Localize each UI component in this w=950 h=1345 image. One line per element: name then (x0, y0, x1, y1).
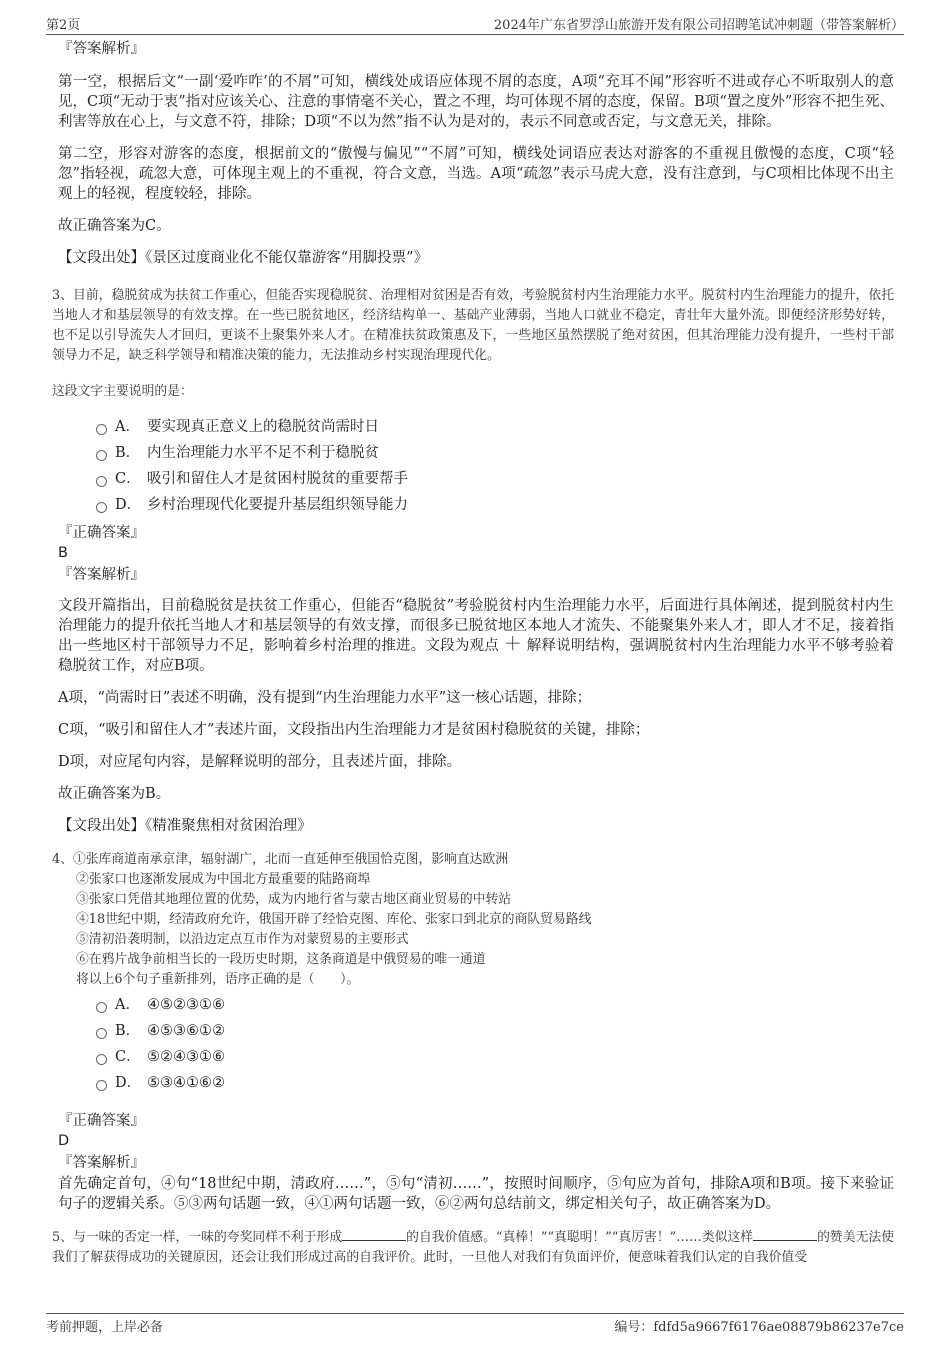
q3-answer: B (58, 545, 68, 561)
q2-analysis-p2: 第二空，形容对游客的态度，根据前文的“傲慢与偏见”“不屑”可知，横线处词语应表达对游客的不重视且傲慢的态度，C项“轻忽”指轻视，疏忽大意，可体现主观上的不重视，符合文意，当选。A项“疏忽”表示马虎大意，没有注意到，与C项相比体现不出主观上的轻视，程度较轻，排除。 (58, 146, 894, 202)
q4-stem-line-3: ③张家口凭借其地理位置的优势，成为内地行省与蒙古地区商业贸易的中转站 (76, 892, 512, 907)
q4-option-c[interactable]: C． ⑤②④③①⑥ (96, 1044, 894, 1070)
q4-option-a[interactable]: A． ④⑤②③①⑥ (96, 992, 894, 1018)
question-5 (52, 1228, 894, 1268)
q4-option-b[interactable]: B． ④⑤③⑥①② (96, 1018, 894, 1044)
page-footer (46, 1313, 904, 1335)
document-body (52, 38, 895, 1268)
footer-slogan: 考前押题，上岸必备 (46, 1320, 164, 1335)
q4-option-d[interactable]: D． ⑤③④①⑥② (96, 1070, 894, 1096)
q3-answer-label: 『正确答案』 (58, 525, 145, 541)
q3-analysis-a: A项，“尚需时日”表述不明确，没有提到“内生治理能力水平”这一核心话题，排除； (58, 690, 592, 706)
q3-source: 【文段出处】《精准聚焦相对贫困治理》 (58, 818, 312, 834)
document-title: 2024年广东省罗浮山旅游开发有限公司招聘笔试冲刺题（带答案解析） (493, 18, 904, 33)
q4-prompt: 将以上6个句子重新排列，语序正确的是（ ）。 (76, 972, 360, 987)
page-number: 第2页 (46, 18, 81, 33)
page-header (46, 14, 904, 35)
q2-conclusion: 故正确答案为C。 (58, 218, 171, 234)
q3-analysis-main: 文段开篇指出，目前稳脱贫是扶贫工作重心，但能否“稳脱贫”考验脱贫村内生治理能力水平，后面进行具体阐述，提到脱贫村内生治理能力的提升依托当地人才和基层领导的有效支撑，而很多已脱贫地区本地人才流失、不能聚集外来人才，即人才不足，接着指出一些地区村干部领导力不足，影响着乡村治理的推进。文段为观点 ＋ 解释说明结构，强调脱贫村内生治理能力水平不够考验着稳脱贫工作，对应B项。 (58, 598, 895, 674)
q2-source: 【文段出处】《景区过度商业化不能仅靠游客“用脚投票”》 (58, 250, 429, 266)
question-4 (52, 850, 894, 990)
q3-option-d[interactable]: D． 乡村治理现代化要提升基层组织领导能力 (96, 492, 894, 518)
radio-button[interactable] (96, 1080, 107, 1091)
q4-stem-line-4: ④18世纪中期，经清政府允许，俄国开辟了经恰克图、库伦、张家口到北京的商队贸易路线 (76, 912, 592, 927)
document-id: 编号：fdfd5a9667f6176ae08879b86237e7ce (614, 1320, 904, 1335)
q4-stem-line-1: 4、①张库商道南承京津，辐射湖广，北而一直延伸至俄国恰克图，影响直达欧洲 (52, 852, 509, 867)
q3-conclusion: 故正确答案为B。 (58, 786, 171, 802)
radio-button[interactable] (96, 502, 107, 513)
radio-button[interactable] (96, 1028, 107, 1039)
radio-button[interactable] (96, 1002, 107, 1013)
question-3 (52, 286, 894, 402)
q3-prompt: 这段文字主要说明的是： (52, 384, 193, 399)
radio-button[interactable] (96, 424, 107, 435)
radio-button[interactable] (96, 476, 107, 487)
q4-analysis-label: 『答案解析』 (58, 1155, 145, 1171)
q4-answer-label: 『正确答案』 (58, 1113, 145, 1129)
radio-button[interactable] (96, 1054, 107, 1065)
q5-stem: 5、与一味的否定一样，一味的夸奖同样不利于形成 的自我价值感。“真棒！”“真聪明！”“真厉害！”……类似这样 的赞美无法使我们了解获得成功的关键原因，还会让我们形成过高的自我评价。此时，一旦他人对我们有负面评价，便意味着我们认定的自我价值受 (52, 1230, 894, 1265)
q3-option-a[interactable]: A． 要实现真正意义上的稳脱贫尚需时日 (96, 414, 894, 440)
q3-analysis-d: D项，对应尾句内容，是解释说明的部分，且表述片面，排除。 (58, 754, 462, 770)
q4-answer: D (58, 1133, 70, 1149)
fill-blank-1 (342, 1228, 406, 1241)
q3-analysis-label: 『答案解析』 (58, 567, 145, 583)
q4-options (96, 992, 894, 1096)
q3-stem: 3、目前，稳脱贫成为扶贫工作重心，但能否实现稳脱贫、治理相对贫困是否有效，考验脱贫村内生治理能力水平。脱贫村内生治理能力的提升，依托当地人才和基层领导的有效支撑。在一些已脱贫地区，经济结构单一、基础产业薄弱，当地人口就业不稳定，青壮年大量外流。即便经济形势好转，也不足以引导流失人才回归，更谈不上聚集外来人才。在精准扶贫政策惠及下，一些地区虽然摆脱了绝对贫困，但其治理能力没有提升，一些村干部领导力不足，缺乏科学领导和精准决策的能力，无法推动乡村实现治理现代化。 (52, 288, 894, 363)
q2-analysis-label: 『答案解析』 (58, 41, 145, 57)
q4-analysis: 首先确定首句，④句“18世纪中期，清政府……”，⑤句“清初……”，按照时间顺序，⑤句应为首句，排除A项和B项。接下来验证句子的逻辑关系。⑤③两句话题一致，④①两句话题一致，⑥②两句总结前文，绑定相关句子，故正确答案为D。 (58, 1176, 894, 1212)
q3-analysis-c: C项，“吸引和留住人才”表述片面，文段指出内生治理能力才是贫困村稳脱贫的关键，排除； (58, 722, 650, 738)
q4-stem-line-5: ⑤清初沿袭明制，以沿边定点互市作为对蒙贸易的主要形式 (76, 932, 409, 947)
q4-stem-line-6: ⑥在鸦片战争前相当长的一段历史时期，这条商道是中俄贸易的唯一通道 (76, 952, 486, 967)
q4-stem-line-2: ②张家口也逐渐发展成为中国北方最重要的陆路商埠 (76, 872, 371, 887)
q2-analysis-p1: 第一空，根据后文“一副‘爱咋咋’的不屑”可知，横线处成语应体现不屑的态度，A项“充耳不闻”形容听不进或存心不听取别人的意见，C项“无动于衷”指对应该关心、注意的事情毫不关心，置之不理，均可体现不屑的态度，保留。B项“置之度外”形容不把生死、利害等放在心上，与文意不符，排除；D项“不以为然”指不认为是对的，表示不同意或否定，与文意无关，排除。 (58, 74, 894, 130)
fill-blank-2 (753, 1228, 817, 1241)
q3-option-c[interactable]: C． 吸引和留住人才是贫困村脱贫的重要帮手 (96, 466, 894, 492)
q3-options (96, 414, 894, 518)
plus-sign: ＋ (503, 634, 522, 655)
q3-option-b[interactable]: B． 内生治理能力水平不足不利于稳脱贫 (96, 440, 894, 466)
radio-button[interactable] (96, 450, 107, 461)
